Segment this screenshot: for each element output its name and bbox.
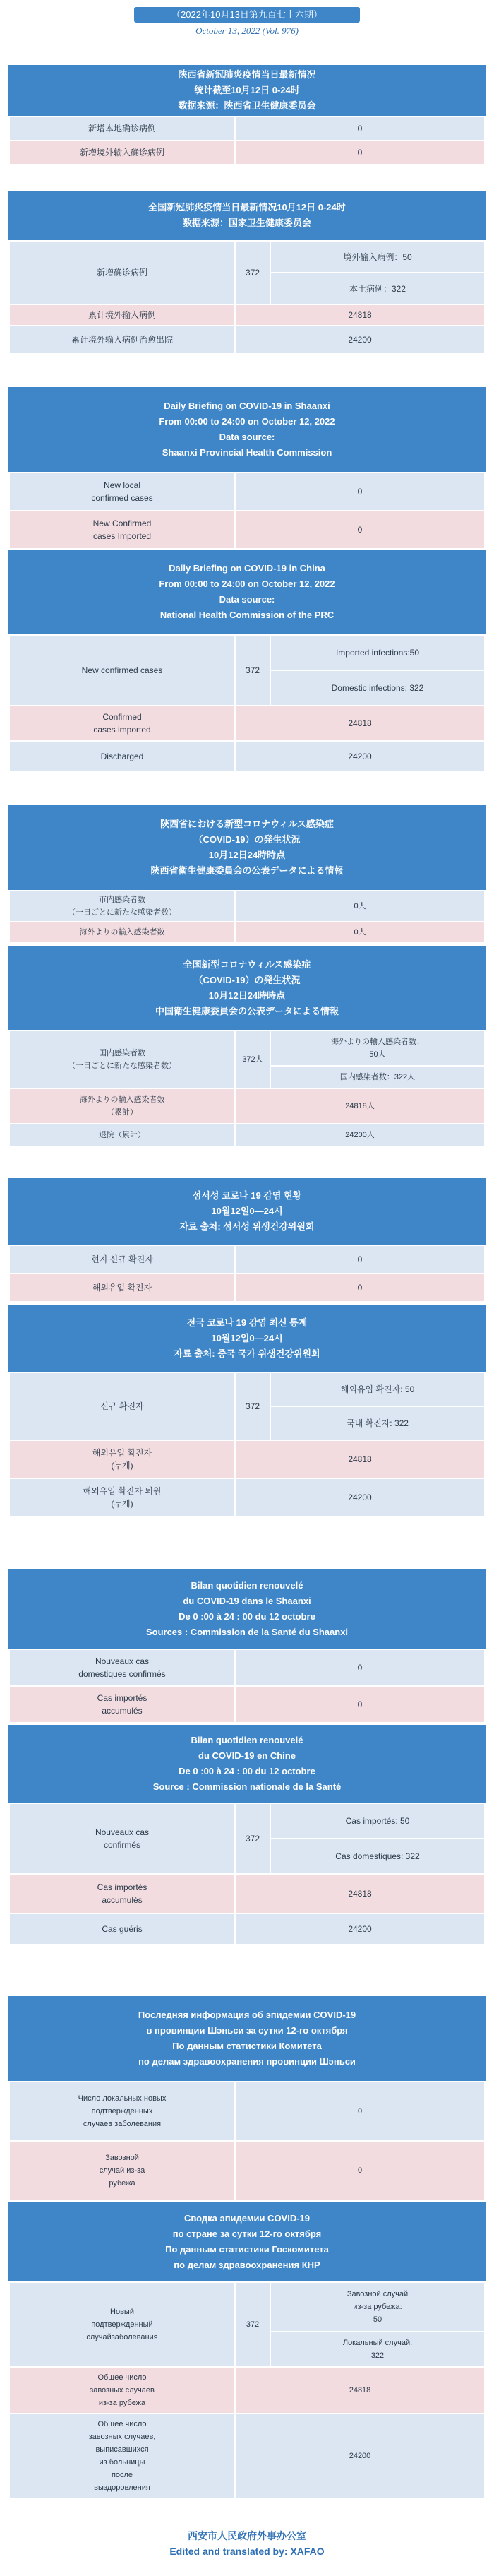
en-shaanxi-table <box>8 472 486 550</box>
domestic-cases: 国内感染者数：322人 <box>270 1066 485 1088</box>
table-row <box>9 2141 485 2200</box>
new-cases-total: 372人 <box>235 1031 270 1088</box>
imported-cases: Imported infections:50 <box>270 635 485 670</box>
table-row <box>9 741 485 772</box>
cn-shaanxi-section <box>8 65 486 165</box>
fr-national-section <box>8 1725 486 1945</box>
imported-cases: 海外よりの輸入感染者数： 50人 <box>270 1031 485 1066</box>
new-cases-total: 372 <box>235 241 270 304</box>
table-row <box>9 1649 485 1686</box>
row-label: New local confirmed cases <box>9 473 235 511</box>
cumulative-value: 24818 <box>235 1440 485 1478</box>
table-row <box>9 2282 485 2332</box>
row-value: 0 <box>235 1245 485 1274</box>
table-row <box>9 1803 485 1839</box>
cumulative-label: Confirmed cases imported <box>9 706 235 741</box>
row-value: 0 <box>235 473 485 511</box>
new-cases-label: Nouveaux cas confirmés <box>9 1803 235 1874</box>
imported-cases: 해외유입 확진자: 50 <box>270 1372 485 1406</box>
row-label: Nouveaux cas domestiques confirmés <box>9 1649 235 1686</box>
row-value: 0人 <box>235 922 485 943</box>
row-value: 0 <box>235 1686 485 1723</box>
cumulative-value: 24818人 <box>235 1088 485 1124</box>
table-row <box>9 473 485 511</box>
cumulative-label: Cas importés accumulés <box>9 1874 235 1913</box>
kr-national-section <box>8 1305 486 1517</box>
en-shaanxi-section <box>8 387 486 550</box>
cn-national-section <box>8 191 486 355</box>
cn-national-table <box>8 240 486 355</box>
new-cases-label: 신규 확진자 <box>9 1372 235 1440</box>
table-row <box>9 117 485 141</box>
row-label: New Confirmed cases Imported <box>9 511 235 549</box>
table-row <box>9 141 485 165</box>
discharged-value: 24200 <box>235 1913 485 1945</box>
kr-shaanxi-table <box>8 1245 486 1302</box>
table-row <box>9 1686 485 1723</box>
table-row <box>9 1031 485 1066</box>
table-row <box>9 241 485 273</box>
row-label: 新增本地确诊病例 <box>9 117 235 141</box>
issue-date-badge: （2022年10月13日第九百七十六期） <box>134 7 360 23</box>
fr-shaanxi-title: Bilan quotidien renouvelé du COVID-19 dans le Shaanxi De 0 :00 à 24 : 00 du 12 octobre Sources : Commission de la Santé du Shaanxi <box>8 1569 486 1649</box>
domestic-cases: 국내 확진자: 322 <box>270 1406 485 1440</box>
discharged-label: 累计境外输入病例治愈出院 <box>9 326 235 354</box>
discharged-value: 24200 <box>235 741 485 772</box>
row-value: 0 <box>235 141 485 165</box>
table-row <box>9 922 485 943</box>
jp-national-title: 全国新型コロナウィルス感染症 （COVID-19）の発生状況 10月12日24時時点 中国衛生健康委員会の公表データによる情報 <box>8 946 486 1030</box>
table-row <box>9 635 485 670</box>
kr-national-title: 전국 코로나 19 감염 최신 통계 10월12일0—24시 자료 출처: 중국 국가 위생건강위원회 <box>8 1305 486 1372</box>
footer-credit: Edited and translated by: XAFAO <box>169 2546 325 2557</box>
discharged-label: 해외유입 확진자 퇴원 (누계) <box>9 1478 235 1516</box>
kr-national-table <box>8 1372 486 1517</box>
cumulative-value: 24818 <box>235 2367 485 2414</box>
ru-national-title: Сводка эпидемии COVID-19 по стране за сутки 12-го октября По данным статистики Госкомитета по делам здравоохранения КНР <box>8 2202 486 2281</box>
cn-national-title: 全国新冠肺炎疫情当日最新情况10月12日 0-24时 数据来源：国家卫生健康委员会 <box>8 191 486 240</box>
kr-shaanxi-section <box>8 1178 486 1302</box>
row-value: 0 <box>235 2082 485 2141</box>
row-value: 0 <box>235 2141 485 2200</box>
discharged-label: Общее число завозных случаев, выписавшихся из больницы после выздоровления <box>9 2414 235 2498</box>
new-cases-total: 372 <box>235 2282 270 2367</box>
row-value: 0 <box>235 1274 485 1302</box>
row-value: 0 <box>235 511 485 549</box>
new-cases-total: 372 <box>235 635 270 706</box>
domestic-cases: 本土病例：322 <box>270 273 485 304</box>
row-value: 0人 <box>235 891 485 922</box>
table-row <box>9 1088 485 1124</box>
discharged-value: 24200 <box>235 326 485 354</box>
cumulative-label: 해외유입 확진자 (누계) <box>9 1440 235 1478</box>
row-label: 市内感染者数 （一日ごとに新たな感染者数） <box>9 891 235 922</box>
discharged-value: 24200 <box>235 1478 485 1516</box>
table-row <box>9 1274 485 1302</box>
row-value: 0 <box>235 1649 485 1686</box>
row-label: 현지 신규 확진자 <box>9 1245 235 1274</box>
table-row <box>9 1245 485 1274</box>
fr-national-table <box>8 1803 486 1945</box>
table-row <box>9 304 485 326</box>
fr-shaanxi-table <box>8 1649 486 1723</box>
table-row <box>9 1124 485 1146</box>
jp-shaanxi-table <box>8 890 486 944</box>
ru-shaanxi-section <box>8 1996 486 2201</box>
cumulative-value: 24818 <box>235 706 485 741</box>
domestic-cases: Domestic infections: 322 <box>270 670 485 706</box>
table-row <box>9 706 485 741</box>
new-cases-total: 372 <box>235 1372 270 1440</box>
discharged-value: 24200 <box>235 2414 485 2498</box>
new-cases-label: 新增确诊病例 <box>9 241 235 304</box>
table-row <box>9 1874 485 1913</box>
table-row <box>9 511 485 549</box>
kr-shaanxi-title: 섬서성 코로나 19 감염 현황 10월12일0—24시 자료 출처: 섬서성 위생건강위원회 <box>8 1178 486 1245</box>
table-row <box>9 1478 485 1516</box>
new-cases-label: 国内感染者数 （一日ごとに新たな感染者数） <box>9 1031 235 1088</box>
issue-date-english: October 13, 2022 (Vol. 976) <box>195 25 299 36</box>
domestic-cases: Cas domestiques: 322 <box>270 1839 485 1874</box>
cumulative-value: 24818 <box>235 304 485 326</box>
imported-cases: 境外输入病例：50 <box>270 241 485 273</box>
table-row <box>9 326 485 354</box>
ru-national-section <box>8 2202 486 2499</box>
cn-shaanxi-table <box>8 116 486 165</box>
cumulative-label: 累计境外输入病例 <box>9 304 235 326</box>
table-row <box>9 2414 485 2498</box>
discharged-value: 24200人 <box>235 1124 485 1146</box>
discharged-label: Discharged <box>9 741 235 772</box>
row-value: 0 <box>235 117 485 141</box>
table-row <box>9 1440 485 1478</box>
fr-shaanxi-section <box>8 1569 486 1723</box>
jp-national-section <box>8 946 486 1147</box>
ru-shaanxi-title: Последняя информация об эпидемии COVID-19 в провинции Шэньси за сутки 12-го октября По данным статистики Комитета по делам здравоохранения провинции Шэньси <box>8 1996 486 2081</box>
en-national-section <box>8 550 486 773</box>
domestic-cases: Локальный случай: 322 <box>270 2332 485 2367</box>
en-national-title: Daily Briefing on COVID-19 in China From 00:00 to 24:00 on October 12, 2022 Data source: National Health Commission of the PRC <box>8 550 486 634</box>
new-cases-label: New confirmed cases <box>9 635 235 706</box>
en-national-table <box>8 634 486 773</box>
imported-cases: Cas importés: 50 <box>270 1803 485 1839</box>
discharged-label: 退院（累計） <box>9 1124 235 1146</box>
table-row <box>9 2082 485 2141</box>
jp-shaanxi-title: 陝西省における新型コロナウィルス感染症 （COVID-19）の発生状況 10月12日24時時点 陝西省衛生健康委員会の公表データによる情報 <box>8 805 486 890</box>
row-label: Число локальных новых подтвержденных случаев заболевания <box>9 2082 235 2141</box>
table-row <box>9 1372 485 1406</box>
cn-shaanxi-title: 陕西省新冠肺炎疫情当日最新情况 统计截至10月12日 0-24时 数据来源：陕西省卫生健康委员会 <box>8 65 486 116</box>
en-shaanxi-title: Daily Briefing on COVID-19 in Shaanxi From 00:00 to 24:00 on October 12, 2022 Data source: Shaanxi Provincial Health Commission <box>8 387 486 472</box>
table-row <box>9 2367 485 2414</box>
new-cases-total: 372 <box>235 1803 270 1874</box>
row-label: Завозной случай из-за рубежа <box>9 2141 235 2200</box>
jp-national-table <box>8 1030 486 1147</box>
cumulative-label: 海外よりの輸入感染者数 （累計） <box>9 1088 235 1124</box>
row-label: 新增境外输入确诊病例 <box>9 141 235 165</box>
row-label: 해외유입 확진자 <box>9 1274 235 1302</box>
footer-organization: 西安市人民政府外事办公室 <box>188 2530 306 2541</box>
new-cases-label: Новый подтвержденный случайзаболевания <box>9 2282 235 2367</box>
discharged-label: Cas guéris <box>9 1913 235 1945</box>
jp-shaanxi-section <box>8 805 486 944</box>
row-label: Cas importés accumulés <box>9 1686 235 1723</box>
ru-shaanxi-table <box>8 2081 486 2201</box>
table-row <box>9 891 485 922</box>
fr-national-title: Bilan quotidien renouvelé du COVID-19 en Chine De 0 :00 à 24 : 00 du 12 octobre Source : Commission nationale de la Santé <box>8 1725 486 1803</box>
cumulative-value: 24818 <box>235 1874 485 1913</box>
ru-national-table <box>8 2281 486 2499</box>
table-row <box>9 1913 485 1945</box>
cumulative-label: Общее число завозных случаев из-за рубежа <box>9 2367 235 2414</box>
imported-cases: Завозной случай из-за рубежа: 50 <box>270 2282 485 2332</box>
row-label: 海外よりの輸入感染者数 <box>9 922 235 943</box>
